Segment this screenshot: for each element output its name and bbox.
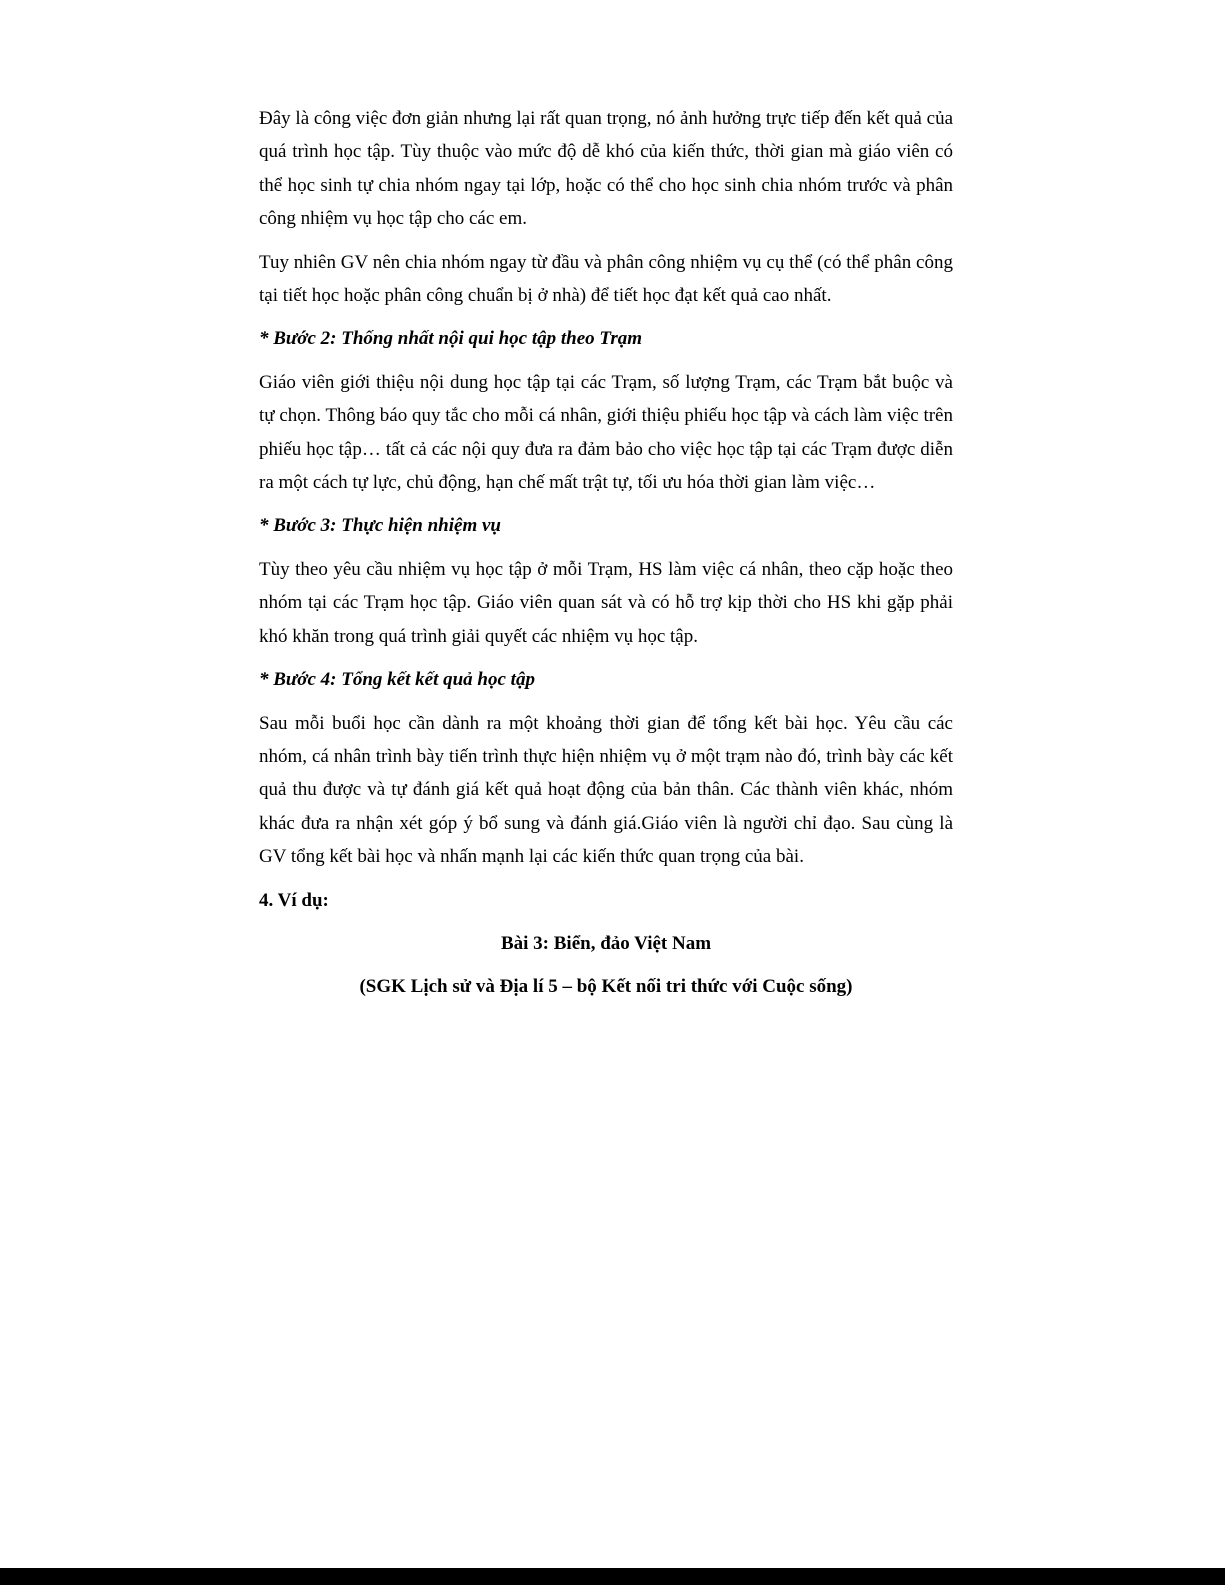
- page-bottom-border: [0, 1568, 1225, 1585]
- step-3-body: Tùy theo yêu cầu nhiệm vụ học tập ở mỗi Trạm, HS làm việc cá nhân, theo cặp hoặc theo nhóm tại các Trạm học tập. Giáo viên quan sát và có hỗ trợ kịp thời cho HS khi gặp phải khó khăn trong quá trình giải quyết các nhiệm vụ học tập.: [259, 558, 953, 647]
- step-2-body: Giáo viên giới thiệu nội dung học tập tại các Trạm, số lượng Trạm, các Trạm bắt buộc và tự chọn. Thông báo quy tắc cho mỗi cá nhân, giới thiệu phiếu học tập và cách làm việc trên phiếu học tập… tất cả các nội quy đưa ra đảm bảo cho việc học tập tại các Trạm được diễn ra một cách tự lực, chủ động, hạn chế mất trật tự, tối ưu hóa thời gian làm việc…: [259, 371, 953, 494]
- step-4-heading: * Bước 4: Tổng kết kết quả học tập: [259, 669, 535, 691]
- step-2-heading: * Bước 2: Thống nhất nội qui học tập theo Trạm: [259, 328, 642, 350]
- step-3-heading: * Bước 3: Thực hiện nhiệm vụ: [259, 515, 501, 537]
- step-4-body: Sau mỗi buổi học cần dành ra một khoảng thời gian để tổng kết bài học. Yêu cầu các nhóm, cá nhân trình bày tiến trình thực hiện nhiệm vụ ở một trạm nào đó, trình bày các kết quả thu được và tự đánh giá kết quả hoạt động của bản thân. Các thành viên khác, nhóm khác đưa ra nhận xét góp ý bổ sung và đánh giá.Giáo viên là người chỉ đạo. Sau cùng là GV tổng kết bài học và nhấn mạnh lại các kiến thức quan trọng của bài.: [259, 712, 953, 868]
- paragraph-group-division: Đây là công việc đơn giản nhưng lại rất quan trọng, nó ảnh hưởng trực tiếp đến kết quả của quá trình học tập. Tùy thuộc vào mức độ dễ khó của kiến thức, thời gian mà giáo viên có thể học sinh tự chia nhóm ngay tại lớp, hoặc có thể cho học sinh chia nhóm trước và phân công nhiệm vụ học tập cho các em.: [259, 108, 953, 230]
- lesson-source: (SGK Lịch sử và Địa lí 5 – bộ Kết nối tri thức với Cuộc sống): [359, 976, 853, 998]
- paragraph-task-assignment: Tuy nhiên GV nên chia nhóm ngay từ đầu và phân công nhiệm vụ cụ thể (có thể phân công tại tiết học hoặc phân công chuẩn bị ở nhà) để tiết học đạt kết quả cao nhất.: [259, 251, 953, 307]
- lesson-title: Bài 3: Biển, đảo Việt Nam: [500, 932, 712, 954]
- document-body: [259, 102, 953, 1014]
- example-heading: 4. Ví dụ:: [259, 889, 329, 911]
